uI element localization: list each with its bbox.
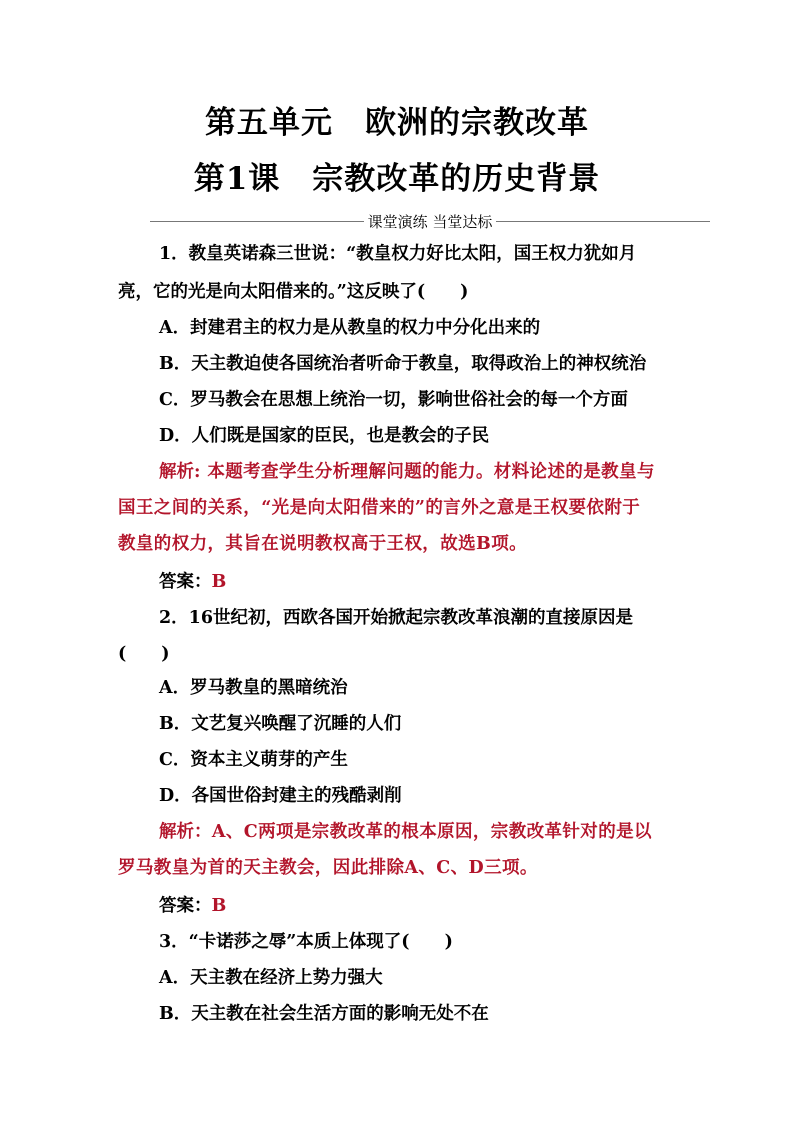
answer-label: 答案： — [159, 572, 212, 592]
banner-rule-left — [150, 221, 364, 222]
question-2-answer — [159, 894, 226, 918]
question-3-option-a: A．天主教在经济上势力强大 — [159, 968, 383, 988]
question-2-stem-line-2: ( ) — [118, 644, 170, 664]
question-2-option-a: A．罗马教皇的黑暗统治 — [159, 678, 348, 698]
answer-value: B — [211, 572, 227, 592]
question-1-stem-line-2: 亮，它的光是向太阳借来的。”这反映了( ) — [118, 282, 469, 302]
question-2-option-c: C．资本主义萌芽的产生 — [159, 750, 348, 770]
analysis-text: ：A、C两项是宗教改革的根本原因，宗教改革针对的是以 — [194, 822, 652, 842]
analysis-text: : 本题考查学生分析理解问题的能力。材料论述的是教皇与 — [194, 462, 655, 482]
question-2-analysis-line-2: 罗马教皇为首的天主教会，因此排除A、C、D三项。 — [118, 858, 538, 878]
question-1-option-c: C．罗马教会在思想上统治一切，影响世俗社会的每一个方面 — [159, 390, 628, 410]
question-1-analysis-line-2: 国王之间的关系，“光是向太阳借来的”的言外之意是王权要依附于 — [118, 498, 641, 518]
unit-title: 第五单元 欧洲的宗教改革 — [205, 105, 589, 141]
question-3-option-b: B．天主教在社会生活方面的影响无处不在 — [159, 1004, 489, 1024]
question-2-option-d: D．各国世俗封建主的残酷剥削 — [159, 786, 402, 806]
question-2-analysis-line-1 — [159, 820, 652, 844]
question-2-option-b: B．文艺复兴唤醒了沉睡的人们 — [159, 714, 402, 734]
question-1-analysis-line-1 — [159, 460, 655, 484]
analysis-label: 解析 — [159, 822, 194, 842]
question-1-option-d: D．人们既是国家的臣民，也是教会的子民 — [159, 426, 490, 446]
question-1-option-b: B．天主教迫使各国统治者听命于教皇，取得政治上的神权统治 — [159, 354, 647, 374]
question-1-analysis-line-3: 教皇的权力，其旨在说明教权高于王权，故选B项。 — [118, 534, 527, 554]
question-1-answer — [159, 570, 226, 594]
lesson-title: 第1课 宗教改革的历史背景 — [193, 161, 601, 197]
section-banner-text: 课堂演练 当堂达标 — [367, 212, 493, 231]
section-banner — [150, 210, 710, 232]
question-3-stem-line-1: 3．“卡诺莎之辱”本质上体现了( ) — [159, 932, 453, 952]
answer-label: 答案： — [159, 896, 212, 916]
question-2-stem-line-1: 2．16世纪初，西欧各国开始掀起宗教改革浪潮的直接原因是 — [159, 608, 634, 628]
question-1-option-a: A．封建君主的权力是从教皇的权力中分化出来的 — [159, 318, 541, 338]
analysis-label: 解析 — [159, 462, 194, 482]
question-1-stem-line-1: 1．教皇英诺森三世说：“教皇权力好比太阳，国王权力犹如月 — [159, 244, 637, 264]
banner-rule-right — [496, 221, 710, 222]
answer-value: B — [211, 896, 227, 916]
